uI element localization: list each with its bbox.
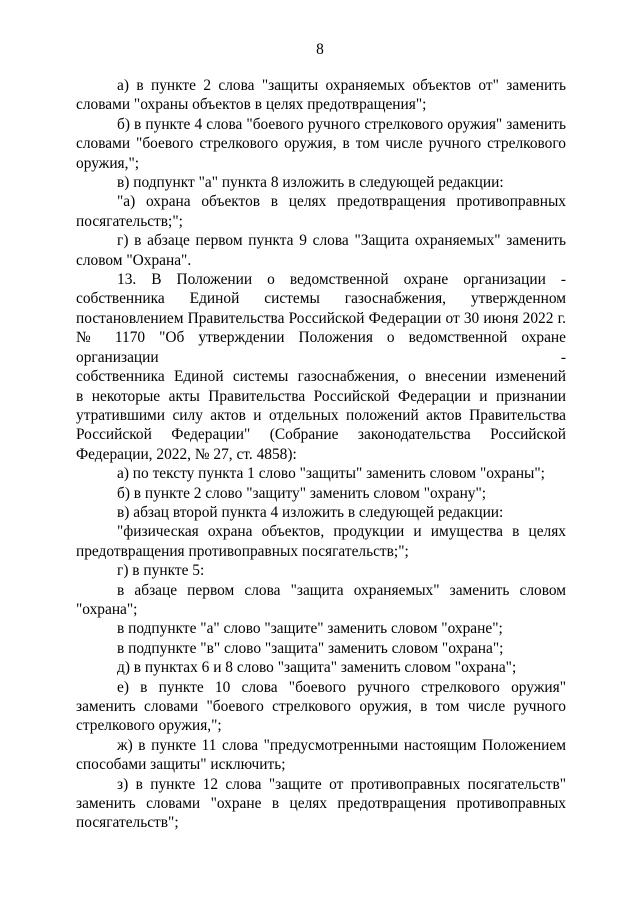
text-line: а) по тексту пункта 1 слово "защиты" заменить словом "охраны"; <box>117 465 545 483</box>
paragraph-p12 <box>76 581 566 620</box>
text-line: д) в пунктах 6 и 8 слово "защита" заменить словом "охрана"; <box>117 659 517 677</box>
text-line: постановлением Правительства Российской Федерации от 30 июня 2022 г. <box>76 309 566 327</box>
text-line: собственника Единой системы газоснабжения, о внесении изменений <box>76 368 566 386</box>
paragraph-p3 <box>76 173 566 192</box>
text-line: заменить словами "боевого стрелкового оружия, в том числе ручного <box>76 698 566 715</box>
paragraph-p2 <box>76 115 566 173</box>
text-line: ж) в пункте 11 слова "предусмотренными настоящим Положением <box>117 736 566 754</box>
text-line: в) абзац второй пункта 4 изложить в следующей редакции: <box>117 503 504 521</box>
document-body <box>76 76 566 833</box>
page-number: 8 <box>316 41 324 58</box>
text-line: в абзаце первом слова "защита охраняемых" заменить словом <box>117 581 566 599</box>
paragraph-p9 <box>76 503 566 522</box>
text-line: № 1170 "Об утверждении Положения о ведомственной охране организации - <box>76 329 566 366</box>
paragraph-p1 <box>76 76 566 115</box>
paragraph-p10 <box>76 522 566 561</box>
text-line: в некоторые акты Правительства Российской Федерации и признании <box>76 387 566 405</box>
text-line: Федерации, 2022, № 27, ст. 4858): <box>76 445 297 463</box>
paragraph-p16 <box>76 678 566 736</box>
text-line: г) в пункте 5: <box>117 562 205 580</box>
text-line: словами "охраны объектов в целях предотвращения"; <box>76 96 427 114</box>
text-line: "физическая охрана объектов, продукции и имущества в целях <box>117 523 566 541</box>
text-line: собственника Единой системы газоснабжения, утвержденном <box>76 290 566 308</box>
paragraph-p4 <box>76 192 566 231</box>
text-line: словом "Охрана". <box>76 251 192 269</box>
text-line: а) в пункте 2 слова "защиты охраняемых объектов от" заменить <box>117 77 566 94</box>
text-line: посягательств"; <box>76 814 179 832</box>
paragraph-p17 <box>76 736 566 775</box>
paragraph-p18 <box>76 775 566 833</box>
text-line: г) в абзаце первом пункта 9 слова "Защита охраняемых" заменить <box>117 232 566 250</box>
text-line: 13. В Положении о ведомственной охране организации - <box>117 271 566 289</box>
text-line: "охрана"; <box>76 600 138 618</box>
paragraph-p7 <box>76 464 566 483</box>
text-line: в подпункте "а" слово "защите" заменить словом "охране"; <box>117 620 503 638</box>
paragraph-p6 <box>76 270 566 464</box>
text-line: утратившими силу актов и отдельных положений актов Правительства <box>76 406 566 424</box>
text-line: стрелкового оружия,"; <box>76 717 222 735</box>
paragraph-p5 <box>76 231 566 270</box>
text-line: посягательств;"; <box>76 212 183 230</box>
paragraph-p8 <box>76 484 566 503</box>
text-line: б) в пункте 4 слова "боевого ручного стрелкового оружия" заменить <box>117 115 566 133</box>
text-line: способами защиты" исключить; <box>76 756 286 774</box>
text-line: оружия,"; <box>76 154 140 172</box>
text-line: "а) охрана объектов в целях предотвращения противоправных <box>117 193 566 211</box>
text-line: б) в пункте 2 слово "защиту" заменить словом "охрану"; <box>117 484 487 502</box>
text-line: в подпункте "в" слово "защита" заменить словом "охрана"; <box>117 639 504 657</box>
text-line: Российской Федерации" (Собрание законодательства Российской <box>76 426 566 444</box>
text-line: в) подпункт "а" пункта 8 изложить в следующей редакции: <box>117 174 504 192</box>
text-line: словами "боевого стрелкового оружия, в том числе ручного стрелкового <box>76 135 566 153</box>
paragraph-p14 <box>76 639 566 658</box>
paragraph-p13 <box>76 619 566 638</box>
text-line: предотвращения противоправных посягательств;"; <box>76 542 409 560</box>
text-line: з) в пункте 12 слова "защите от противоправных посягательств" <box>117 775 566 793</box>
text-line: е) в пункте 10 слова "боевого ручного стрелкового оружия" <box>117 678 566 696</box>
paragraph-p11 <box>76 561 566 580</box>
text-line: заменить словами "охране в целях предотвращения противоправных <box>76 795 566 813</box>
paragraph-p15 <box>76 658 566 677</box>
